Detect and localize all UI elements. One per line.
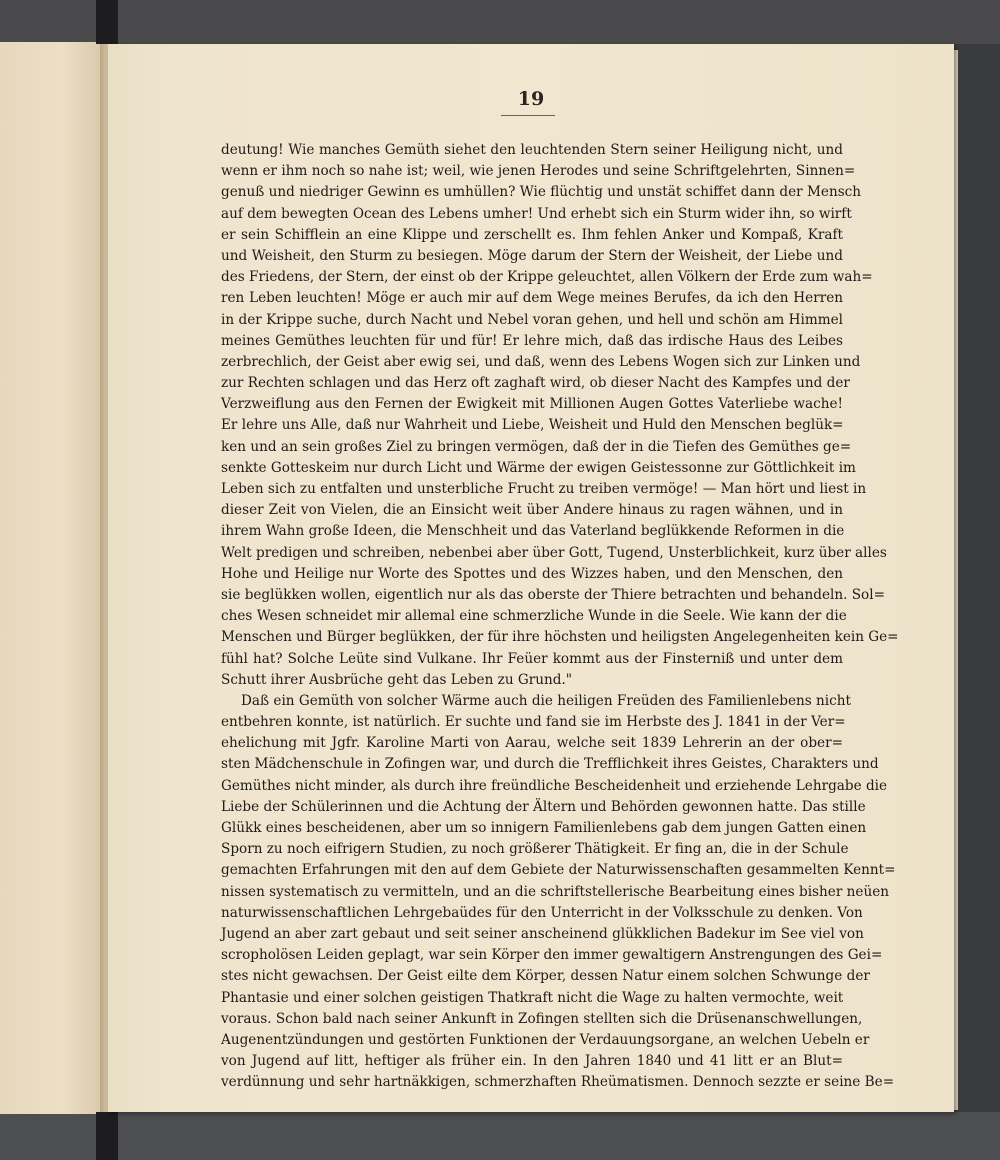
text-line: senkte Gotteskeim nur durch Licht und Wärme der ewigen Geistessonne zur Göttlichkeit im [221,459,856,476]
text-line: dieser Zeit von Vielen, die an Einsicht weit über Andere hinaus zu ragen wähnen, und in [221,502,843,519]
text-line: meines Gemüthes leuchten für und für! Er lehre mich, daß das irdische Haus des Leibes [221,332,843,349]
text-line: sie beglükken wollen, eigentlich nur als das oberste der Thiere betrachten und behandeln. Sol= [221,586,885,603]
text-line: Gemüthes nicht minder, als durch ihre freündliche Bescheidenheit und erziehende Lehrgabe die [221,777,888,794]
text-line: wenn er ihm noch so nahe ist; weil, wie jenen Herodes und seine Schriftgelehrten, Sinnen= [221,163,856,180]
text-line: genuß und niedriger Gewinn es umhüllen? Wie flüchtig und unstät schiffet dann der Mensch [221,184,862,201]
text-line: voraus. Schon bald nach seiner Ankunft in Zofingen stellten sich die Drüsenanschwellungen, [221,1010,863,1027]
text-line: Verzweiflung aus den Fernen der Ewigkeit mit Millionen Augen Gottes Vaterliebe wache! [221,396,843,413]
text-line: in der Krippe suche, durch Nacht und Nebel voran gehen, und hell und schön am Himmel [221,311,843,328]
text-line: zerbrechlich, der Geist aber ewig sei, und daß, wenn des Lebens Wogen sich zur Linken und [221,353,861,370]
text-line: Glükk eines bescheidenen, aber um so innigern Familienlebens gab dem jungen Gatten einen [221,820,867,836]
text-line: ihrem Wahn große Ideen, die Menschheit und das Vaterland beglükkende Reformen in die [221,523,845,540]
text-line: fühl hat? Solche Leüte sind Vulkane. Ihr Feüer kommt aus der Finsterniß und unter dem [221,650,843,667]
text-line: Er lehre uns Alle, daß nur Wahrheit und Liebe, Weisheit und Huld den Menschen beglük= [221,417,844,434]
text-line: Hohe und Heilige nur Worte des Spottes und des Wizzes haben, und den Menschen, den [221,565,843,582]
text-line: Schutt ihrer Ausbrüche geht das Leben zu Grund." [221,671,573,688]
text-line: Liebe der Schülerinnen und die Achtung der Ältern und Behörden gewonnen hatte. Das stille [221,798,866,815]
text-line: naturwissenschaftlichen Lehrgebaüdes für den Unterricht in der Volksschule zu denken. Von [221,904,863,921]
text-line: verdünnung und sehr hartnäkkigen, schmerzhaften Rheümatismen. Dennoch sezzte er seine Be= [221,1074,895,1091]
text-line: entbehren konnte, ist natürlich. Er suchte und fand sie im Herbste des J. 1841 in der Ver= [221,714,846,731]
book-page [108,44,954,1112]
text-line: deutung! Wie manches Gemüth siehet den leuchtenden Stern seiner Heiligung nicht, und [221,142,843,158]
text-line: stes nicht gewachsen. Der Geist eilte dem Körper, dessen Natur einem solchen Schwunge der [221,968,870,985]
text-line: ken und an sein großes Ziel zu bringen vermögen, daß der in die Tiefen des Gemüthes ge= [221,438,852,455]
text-line: ehelichung mit Jgfr. Karoline Marti von Aarau, welche seit 1839 Lehrerin an der ober= [221,735,843,752]
text-line: Welt predigen und schreiben, nebenbei aber über Gott, Tugend, Unsterblichkeit, kurz über alles [221,544,887,561]
left-page-edge [0,42,104,1114]
scanner-background-top [0,0,1000,44]
scanner-background-bottom [0,1112,1000,1160]
body-text [221,140,899,1093]
text-line: zur Rechten schlagen und das Herz oft zaghaft wird, ob dieser Nacht des Kampfes und der [221,375,850,392]
header-rule [501,115,555,116]
text-line: von Jugend auf litt, heftiger als früher ein. In den Jahren 1840 und 41 litt er an Blut= [221,1053,843,1070]
text-line: Phantasie und einer solchen geistigen Thatkraft nicht die Wage zu halten vermochte, weit [221,989,844,1006]
text-line: Menschen und Bürger beglükken, der für ihre höchsten und heiligsten Angelegenheiten kein Ge= [221,629,899,646]
text-line: gemachten Erfahrungen mit den auf dem Gebiete der Naturwissenschaften gesammelten Kennt= [221,862,896,879]
text-line: auf dem bewegten Ocean des Lebens umher! Und erhebt sich ein Sturm wider ihn, so wirft [221,205,852,222]
text-line: Jugend an aber zart gebaut und seit seiner anscheinend glükklichen Badekur im See viel von [221,925,864,942]
text-line: er sein Schifflein an eine Klippe und zerschellt es. Ihm fehlen Anker und Kompaß, Kraft [221,226,843,243]
text-line: und Weisheit, den Sturm zu besiegen. Möge darum der Stern der Weisheit, der Liebe und [221,247,843,264]
text-line: nissen systematisch zu vermitteln, und an die schriftstellerische Bearbeitung eines bisher neüen [221,883,890,900]
text-line: Augenentzündungen und gestörten Funktionen der Verdauungsorgane, an welchen Uebeln er [221,1031,870,1048]
text-line: des Friedens, der Stern, der einst ob der Krippe geleuchtet, allen Völkern der Erde zum wah= [221,269,873,286]
text-line: scropholösen Leiden geplagt, war sein Körper den immer gewaltigern Anstrengungen des Gei= [221,947,883,964]
text-line: sten Mädchenschule in Zofingen war, und durch die Trefflichkeit ihres Geistes, Charakters und [221,756,879,773]
book-clip-bottom [96,1112,118,1160]
text-line: ches Wesen schneidet mir allemal eine schmerzliche Wunde in die Seele. Wie kann der die [221,608,847,625]
text-line: Leben sich zu entfalten und unsterbliche Frucht zu treiben vermöge! — Man hört und liest in [221,481,867,497]
page-number: 19 [517,88,545,110]
text-line: Sporn zu noch eifrigern Studien, zu noch größerer Thätigkeit. Er fing an, die in der Schule [221,841,849,858]
text-line: ren Leben leuchten! Möge er auch mir auf dem Wege meines Berufes, da ich den Herren [221,290,843,307]
text-line: Daß ein Gemüth von solcher Wärme auch die heiligen Freüden des Familienlebens nicht [241,692,851,709]
book-clip [96,0,118,44]
